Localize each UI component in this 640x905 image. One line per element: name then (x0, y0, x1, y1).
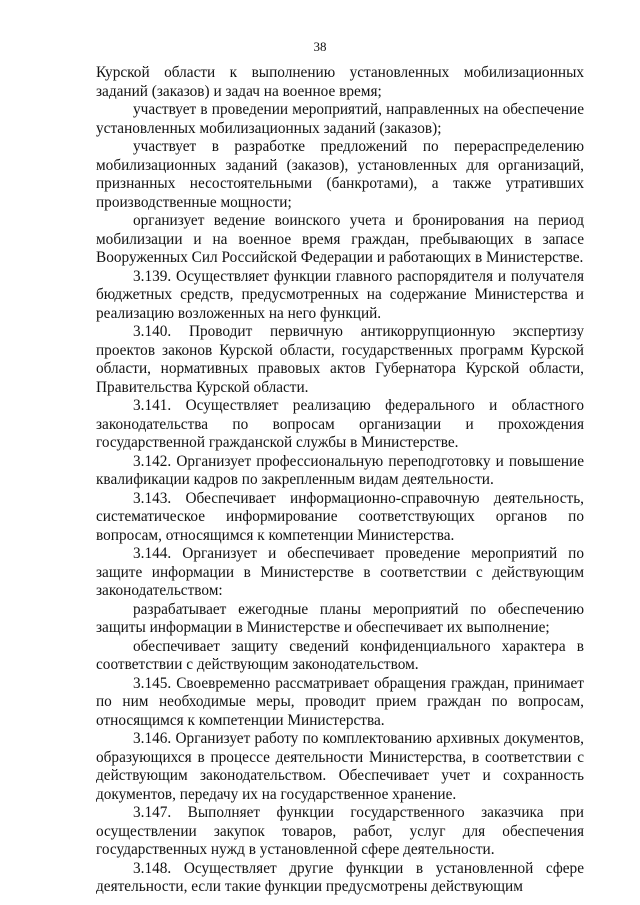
paragraph: 3.142. Организует профессиональную переподготовку и повышение квалификации кадров по закрепленным видам деятельности. (96, 452, 584, 488)
paragraph: обеспечивает защиту сведений конфиденциального характера в соответствии с действующим законодательством. (96, 637, 584, 673)
paragraph: 3.140. Проводит первичную антикоррупционную экспертизу проектов законов Курской области, государственных программ Курской области, нормативных правовых актов Губернатора Курской области, Правительства Курской области. (96, 323, 584, 396)
page-number: 38 (313, 39, 327, 54)
paragraph: участвует в разработке предложений по перераспределению мобилизационных заданий (заказов), установленных для организаций, признанных несостоятельными (банкротами), а также утративших производственные мощности; (96, 138, 584, 211)
paragraph: 3.144. Организует и обеспечивает проведение мероприятий по защите информации в Министерстве в соответствии с действующим законодательством: (96, 545, 584, 599)
paragraph: 3.143. Обеспечивает информационно-справочную деятельность, систематическое информирование соответствующих органов по вопросам, относящимся к компетенции Министерства. (96, 489, 584, 544)
paragraph: 3.145. Своевременно рассматривает обращения граждан, принимает по ним необходимые меры, проводит прием граждан по вопросам, относящимся к компетенции Министерства. (96, 674, 584, 729)
paragraph: 3.141. Осуществляет реализацию федерального и областного законодательства по вопросам организации и прохождения государственной гражданской службы в Министерстве. (96, 397, 584, 451)
paragraph: 3.146. Организует работу по комплектованию архивных документов, образующихся в процессе деятельности Министерства, в соответствии с действующим законодательством. Обеспечивает учет и сохранность документов, передачу их на государственное хранение. (96, 730, 584, 803)
paragraph: организует ведение воинского учета и бронирования на период мобилизации и на военное время граждан, пребывающих в запасе Вооруженных Сил Российской Федерации и работающих в Министерстве. (96, 212, 584, 266)
paragraph: участвует в проведении мероприятий, направленных на обеспечение установленных мобилизационных заданий (заказов); (96, 101, 584, 137)
document-body (96, 64, 584, 897)
paragraph: 3.147. Выполняет функции государственного заказчика при осуществлении закупок товаров, работ, услуг для обеспечения государственных нужд в установленной сфере деятельности. (96, 804, 584, 858)
paragraph: Курской области к выполнению установленных мобилизационных заданий (заказов) и задач на военное время; (96, 64, 584, 100)
paragraph: разрабатывает ежегодные планы мероприятий по обеспечению защиты информации в Министерстве и обеспечивает их выполнение; (96, 600, 584, 636)
paragraph: 3.139. Осуществляет функции главного распорядителя и получателя бюджетных средств, предусмотренных на содержание Министерства и реализацию возложенных на него функций. (96, 267, 584, 322)
paragraph: 3.148. Осуществляет другие функции в установленной сфере деятельности, если такие функции предусмотрены действующим (96, 859, 584, 895)
